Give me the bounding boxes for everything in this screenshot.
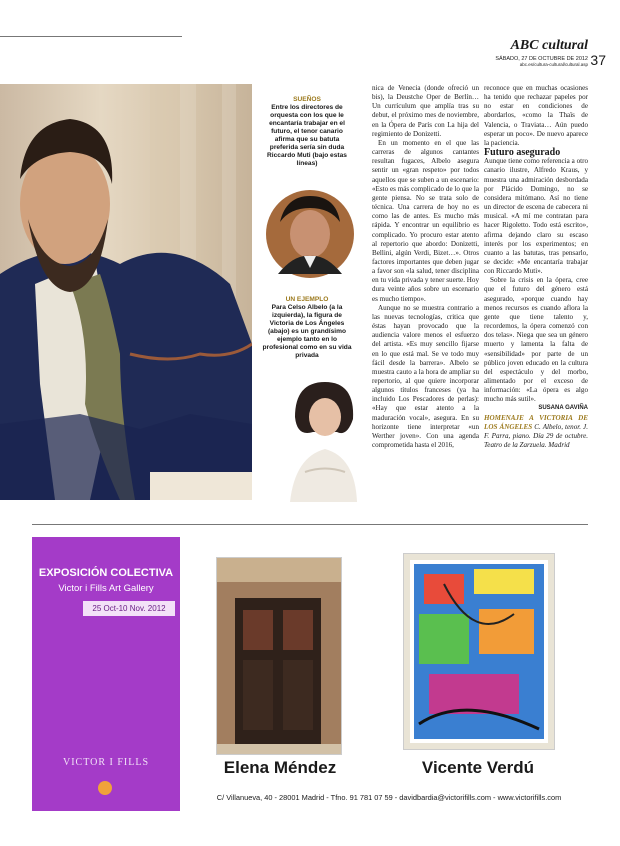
paragraph: nica de Venecia (donde ofreció un bis), la Deustche Oper de Berlín… Un currículum que amplía tras su debut, el próximo mes de noviembre, en la Ópera de París con La hija del regimiento de Donizetti. <box>372 84 479 138</box>
paragraph: Aunque tiene como referencia a otro canario ilustre, Alfredo Kraus, y muestra una admiración desbordada por Plácido Domingo, no se considera mitómano. Así no tiene un director de escena de cabecera ni musical. «A mí me contratan para hacer Rigoletto. Todo está escrito», afirma dejando claro su escaso interés por los experimentos; en cuanto a las batutas, tras pensarlo, se decide: «Me encantaría trabajar con Riccardo Muti». <box>484 157 588 276</box>
byline: SUSANA GAVIÑA <box>538 405 588 412</box>
top-rule <box>0 36 182 37</box>
ad-dates: 25 Oct-10 Nov. 2012 <box>83 601 175 616</box>
victoria-portrait <box>285 377 360 502</box>
page-header <box>495 38 588 67</box>
painting-vicente-verdu <box>403 553 555 750</box>
painting-elena-mendez <box>216 557 342 755</box>
muti-portrait <box>264 188 356 280</box>
caption-victoria <box>262 296 352 360</box>
paragraph: Sobre la crisis en la ópera, cree que el futuro del género está asegurado, «porque cuando hay menos recursos es cuando aflora la gente que tiene talento y, recordemos, la ópera comenzó con dos telas». Niega que sea un género muerto y lamenta la falta de «sensibilidad» por parte de un público joven educado en la cultura del espectáculo y del morbo, alimentado por el exceso de información: «La ópera es algo mucho más sutil». <box>484 276 588 404</box>
event-title: HOMENAJE A VICTORIA DE LOS ÁNGELES <box>484 413 588 431</box>
subheading: Futuro asegurado <box>484 147 561 159</box>
artist-name-1: Elena Méndez <box>223 758 337 777</box>
section-url: abc.es/cultura-cultural/cultural.asp <box>519 62 588 67</box>
gallery-logo-icon <box>98 781 112 795</box>
event-details: C. Albelo, tenor. J. F. Parra, piano. Día 29 de octubre. Teatro de la Zarzuela. Madrid <box>484 422 588 450</box>
caption-text: Para Celso Albelo (a la izquierda), la figura de Victoria de Los Ángeles (abajo) es un grandísimo ejemplo tanto en lo profesional como en su vida privada <box>262 304 352 359</box>
ad-title: EXPOSICIÓN COLECTIVA <box>38 567 174 579</box>
issue-date: SÁBADO, 27 DE OCTUBRE DE 2012 <box>495 56 588 62</box>
ad-separator <box>32 524 588 525</box>
ad-contact-line: C/ Villanueva, 40 - 28001 Madrid - Tfno. 91 781 07 59 - davidbardia@victorifills.com - www.victorifills.com <box>216 793 562 802</box>
section-brand: ABC cultural <box>510 38 588 53</box>
paragraph: Aunque no se muestra contrario a las nuevas tecnologías, critica que éstas hayan provocado que la audiencia valore menos el esfuerzo del artista. «Es muy sencillo fijarse en lo que está mal. Se ve todo muy fácil desde la barrera». Albelo se muestra cauto a la hora de ampliar su repertorio, al que quiere incorporar algunos títulos franceses (ya ha incluido Los Pescadores de perlas): «Hay que estar atento a la maduración vocal», asegura. En su horizonte tiene interpretar «un Werther joven». Con una agenda comprometida hasta el 2016, <box>372 303 479 450</box>
paragraph: reconoce que en muchas ocasiones ha tenido que rechazar papeles por no estar en condiciones de abordarlos, «como la Thaïs de Valencia, o Traviata… Aún puedo esperar un poco». De nuevo aparece la paciencia. <box>484 84 588 147</box>
caption-kicker: UN EJEMPLO <box>285 296 329 303</box>
gallery-logo: VICTOR I FILLS <box>62 757 150 768</box>
caption-text: Entre los directores de orquesta con los que le encantaría trabajar en el futuro, el tenor canario afirma que su batuta preferida sería sin duda Riccardo Muti (bajo estas líneas) <box>267 104 347 167</box>
event-info <box>484 414 588 451</box>
artist-name-2: Vicente Verdú <box>421 758 535 777</box>
article-column-2 <box>484 84 588 450</box>
paragraph: En un momento en el que las carreras de algunos cantantes resultan fugaces, Albelo asegura sentir un «gran respeto» por todos aquellos que se suben a un escenario: «Esto es más complicado de lo que la gente piensa. No se trata solo de técnica. Una carrera de hoy no es como las de antes. Es mucho más rápida. Y encontrar un equilibrio es complicado. Yo procuro estar atento al repertorio que abordo: Donizetti, Bellini, algún Verdi, Bizet…». Otros factores importantes que deben jugar a favor son «la salud, tener disciplina en tu vida privada y tener suerte. Hoy dura veinte años sobre un escenario es mucho tiempo». <box>372 138 479 303</box>
tenor-photo <box>0 84 252 500</box>
page-number: 37 <box>590 52 606 68</box>
exhibition-ad-panel <box>32 537 180 811</box>
ad-gallery-name: Victor i Fills Art Gallery <box>58 583 154 594</box>
caption-muti <box>262 96 352 168</box>
caption-kicker: SUEÑOS <box>293 96 321 103</box>
article-column-1 <box>372 84 479 450</box>
